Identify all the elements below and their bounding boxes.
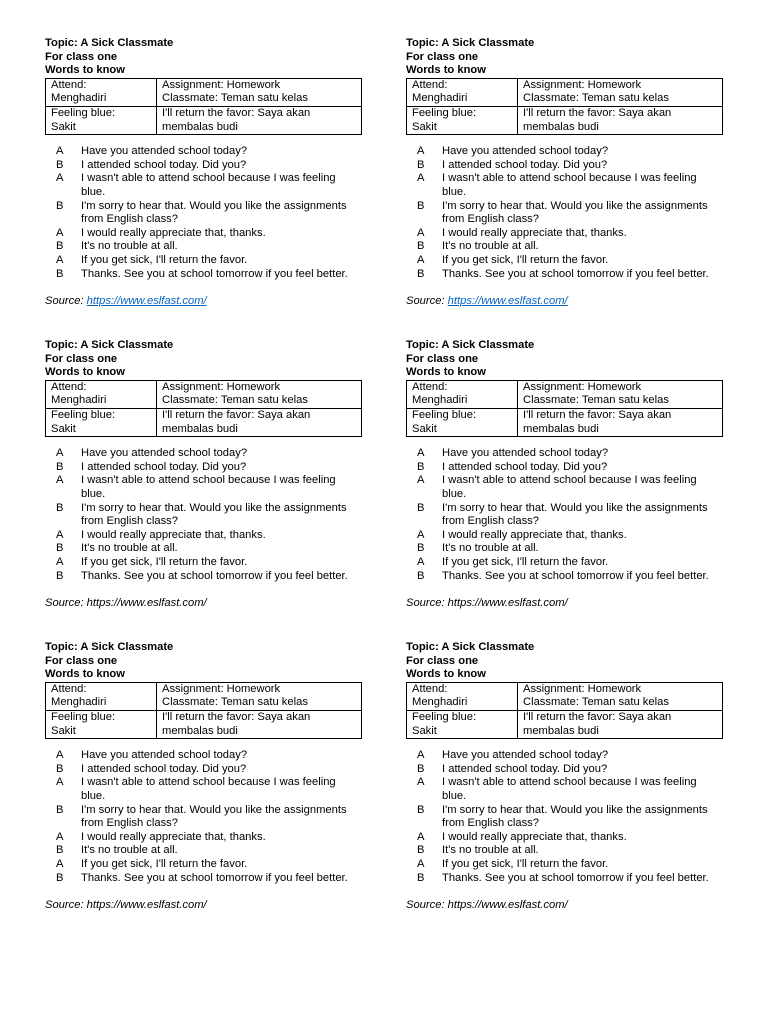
vocab-row — [407, 682, 723, 710]
vocab-term-cell — [46, 106, 157, 134]
dialogue-line — [45, 763, 363, 777]
dialogue-line — [406, 461, 724, 475]
dialogue-list — [45, 145, 363, 281]
dialogue-text: I attended school today. Did you? — [442, 762, 608, 775]
speaker-label: B — [417, 501, 425, 514]
class-heading: For class one — [45, 654, 118, 667]
dialogue-line — [45, 776, 363, 803]
dialogue-line — [406, 200, 724, 227]
dialogue-line — [406, 145, 724, 159]
speaker-label: A — [417, 555, 425, 568]
speaker-label: A — [56, 776, 64, 789]
dialogue-text: Thanks. See you at school tomorrow if you feel better. — [81, 569, 348, 582]
dialogue-text: If you get sick, I'll return the favor. — [442, 555, 609, 568]
vocab-term: Feeling blue: — [412, 710, 477, 723]
vocab-term-cell — [46, 682, 157, 710]
vocab-meaning: membalas budi — [523, 724, 599, 737]
vocab-meaning: Sakit — [412, 120, 437, 133]
handout-card-5 — [45, 641, 363, 913]
source-line — [45, 597, 363, 611]
words-heading: Words to know — [45, 64, 125, 77]
vocab-meaning: Menghadiri — [412, 92, 468, 105]
vocab-meaning: Classmate: Teman satu kelas — [523, 696, 669, 709]
handout-card-3 — [45, 339, 363, 611]
dialogue-text: It's no trouble at all. — [81, 844, 178, 857]
vocab-meaning: membalas budi — [523, 120, 599, 133]
dialogue-list — [45, 749, 363, 885]
speaker-label: A — [417, 145, 425, 158]
dialogue-line — [45, 254, 363, 268]
dialogue-line — [406, 240, 724, 254]
speaker-label: B — [56, 199, 64, 212]
source-link[interactable]: https://www.eslfast.com/ — [86, 295, 207, 308]
dialogue-line — [45, 268, 363, 282]
vocab-row — [407, 78, 723, 106]
vocab-meaning: Menghadiri — [412, 696, 468, 709]
vocab-row — [46, 682, 362, 710]
dialogue-text: Thanks. See you at school tomorrow if you feel better. — [442, 871, 709, 884]
dialogue-text: I would really appreciate that, thanks. — [442, 226, 627, 239]
dialogue-text: I wasn't able to attend school because I was feeling blue. — [442, 474, 697, 500]
dialogue-text: I would really appreciate that, thanks. — [442, 528, 627, 541]
dialogue-line — [45, 858, 363, 872]
dialogue-line — [45, 200, 363, 227]
dialogue-text: I'm sorry to hear that. Would you like the assignments from English class? — [81, 803, 347, 830]
vocab-term: Attend: — [412, 78, 448, 91]
dialogue-text: I attended school today. Did you? — [442, 158, 608, 171]
speaker-label: B — [56, 569, 64, 582]
speaker-label: A — [417, 172, 425, 185]
dialogue-line — [45, 831, 363, 845]
words-heading: Words to know — [406, 366, 486, 379]
dialogue-line — [45, 159, 363, 173]
dialogue-text: Have you attended school today? — [81, 749, 248, 762]
speaker-label: A — [417, 447, 425, 460]
vocab-term-cell — [518, 710, 723, 738]
dialogue-text: Thanks. See you at school tomorrow if you feel better. — [442, 267, 709, 280]
vocab-term: Feeling blue: — [412, 408, 477, 421]
speaker-label: B — [56, 501, 64, 514]
vocab-row — [407, 408, 723, 436]
dialogue-text: Have you attended school today? — [81, 447, 248, 460]
dialogue-text: Have you attended school today? — [442, 447, 609, 460]
vocab-term: Assignment: Homework — [162, 380, 281, 393]
dialogue-text: It's no trouble at all. — [81, 240, 178, 253]
handout-card-2 — [406, 37, 724, 309]
vocab-term: Attend: — [51, 380, 87, 393]
dialogue-text: I'm sorry to hear that. Would you like the assignments from English class? — [442, 501, 708, 528]
speaker-label: B — [56, 460, 64, 473]
dialogue-text: I wasn't able to attend school because I was feeling blue. — [81, 474, 336, 500]
dialogue-line — [45, 145, 363, 159]
vocab-row — [46, 106, 362, 134]
vocab-meaning: Sakit — [51, 120, 76, 133]
handout-card-6 — [406, 641, 724, 913]
vocab-term: Assignment: Homework — [162, 682, 281, 695]
speaker-label: B — [417, 460, 425, 473]
dialogue-line — [406, 502, 724, 529]
speaker-label: B — [56, 158, 64, 171]
vocab-meaning: Classmate: Teman satu kelas — [523, 92, 669, 105]
source-label: Source: — [406, 597, 448, 610]
speaker-label: A — [56, 447, 64, 460]
vocab-meaning: Menghadiri — [51, 394, 107, 407]
dialogue-line — [45, 227, 363, 241]
handout-card-4 — [406, 339, 724, 611]
dialogue-line — [406, 268, 724, 282]
speaker-label: B — [417, 844, 425, 857]
vocab-term-cell — [157, 682, 362, 710]
dialogue-line — [45, 804, 363, 831]
source-url: https://www.eslfast.com/ — [447, 899, 568, 912]
dialogue-text: If you get sick, I'll return the favor. — [442, 253, 609, 266]
speaker-label: B — [417, 542, 425, 555]
dialogue-text: I wasn't able to attend school because I was feeling blue. — [442, 172, 697, 198]
source-url: https://www.eslfast.com/ — [86, 597, 207, 610]
dialogue-text: I'm sorry to hear that. Would you like the assignments from English class? — [81, 501, 347, 528]
speaker-label: A — [56, 226, 64, 239]
dialogue-line — [406, 172, 724, 199]
vocab-term-cell — [407, 380, 518, 408]
dialogue-line — [406, 227, 724, 241]
vocab-term: Attend: — [412, 380, 448, 393]
vocabulary-table — [45, 78, 362, 135]
dialogue-line — [406, 474, 724, 501]
vocab-term: I'll return the favor: Saya akan — [523, 710, 672, 723]
vocab-meaning: Menghadiri — [51, 92, 107, 105]
dialogue-list — [406, 447, 724, 583]
vocab-term-cell — [518, 408, 723, 436]
dialogue-line — [406, 570, 724, 584]
speaker-label: B — [56, 542, 64, 555]
dialogue-line — [45, 447, 363, 461]
dialogue-line — [45, 556, 363, 570]
vocab-term: Assignment: Homework — [162, 78, 281, 91]
speaker-label: B — [417, 762, 425, 775]
source-line — [45, 295, 363, 309]
speaker-label: B — [417, 267, 425, 280]
speaker-label: A — [417, 474, 425, 487]
speaker-label: A — [417, 857, 425, 870]
dialogue-line — [406, 749, 724, 763]
dialogue-text: I attended school today. Did you? — [81, 158, 247, 171]
source-line — [406, 295, 724, 309]
dialogue-text: I'm sorry to hear that. Would you like the assignments from English class? — [81, 199, 347, 226]
dialogue-text: Thanks. See you at school tomorrow if you feel better. — [81, 267, 348, 280]
vocabulary-table — [406, 78, 723, 135]
source-label: Source: — [45, 597, 87, 610]
vocabulary-table — [406, 682, 723, 739]
speaker-label: A — [417, 749, 425, 762]
vocab-term: I'll return the favor: Saya akan — [523, 408, 672, 421]
vocab-meaning: Menghadiri — [412, 394, 468, 407]
class-heading: For class one — [406, 352, 479, 365]
speaker-label: A — [417, 830, 425, 843]
dialogue-list — [406, 145, 724, 281]
dialogue-line — [406, 254, 724, 268]
vocabulary-table — [45, 682, 362, 739]
vocab-term: Feeling blue: — [51, 408, 116, 421]
vocab-term: Attend: — [51, 682, 87, 695]
class-heading: For class one — [45, 50, 118, 63]
topic-heading: Topic: A Sick Classmate — [45, 339, 174, 351]
source-line — [406, 899, 724, 913]
dialogue-text: I attended school today. Did you? — [81, 762, 247, 775]
vocab-term: Assignment: Homework — [523, 380, 642, 393]
dialogue-line — [45, 872, 363, 886]
handout-card-1 — [45, 37, 363, 309]
vocab-term: Attend: — [412, 682, 448, 695]
dialogue-line — [406, 804, 724, 831]
dialogue-text: Thanks. See you at school tomorrow if you feel better. — [81, 871, 348, 884]
vocab-meaning: membalas budi — [523, 422, 599, 435]
vocab-term-cell — [518, 682, 723, 710]
vocab-term-cell — [46, 710, 157, 738]
dialogue-line — [406, 776, 724, 803]
speaker-label: A — [56, 145, 64, 158]
speaker-label: A — [56, 749, 64, 762]
vocab-meaning: Classmate: Teman satu kelas — [523, 394, 669, 407]
vocab-term: Feeling blue: — [51, 710, 116, 723]
topic-heading: Topic: A Sick Classmate — [406, 339, 535, 351]
dialogue-line — [45, 749, 363, 763]
dialogue-line — [45, 474, 363, 501]
dialogue-line — [45, 461, 363, 475]
speaker-label: A — [417, 776, 425, 789]
vocab-term-cell — [46, 78, 157, 106]
speaker-label: A — [417, 226, 425, 239]
vocab-meaning: Sakit — [412, 422, 437, 435]
dialogue-line — [406, 159, 724, 173]
vocab-term-cell — [518, 106, 723, 134]
vocab-row — [46, 408, 362, 436]
speaker-label: A — [417, 528, 425, 541]
speaker-label: B — [417, 158, 425, 171]
dialogue-line — [45, 529, 363, 543]
vocab-meaning: Sakit — [51, 724, 76, 737]
dialogue-line — [45, 844, 363, 858]
vocab-meaning: Menghadiri — [51, 696, 107, 709]
dialogue-line — [406, 542, 724, 556]
dialogue-text: If you get sick, I'll return the favor. — [81, 555, 248, 568]
vocab-term-cell — [157, 380, 362, 408]
speaker-label: A — [56, 555, 64, 568]
topic-heading: Topic: A Sick Classmate — [406, 37, 535, 49]
dialogue-text: Thanks. See you at school tomorrow if you feel better. — [442, 569, 709, 582]
vocab-term: Assignment: Homework — [523, 78, 642, 91]
vocab-term-cell — [407, 78, 518, 106]
vocab-term-cell — [518, 78, 723, 106]
vocab-meaning: membalas budi — [162, 724, 238, 737]
dialogue-line — [406, 556, 724, 570]
vocab-term-cell — [407, 682, 518, 710]
speaker-label: B — [56, 803, 64, 816]
speaker-label: B — [56, 844, 64, 857]
vocab-term: Attend: — [51, 78, 87, 91]
source-label: Source: — [406, 295, 448, 308]
vocab-row — [46, 78, 362, 106]
dialogue-text: I would really appreciate that, thanks. — [81, 830, 266, 843]
speaker-label: A — [56, 857, 64, 870]
dialogue-text: I'm sorry to hear that. Would you like the assignments from English class? — [442, 803, 708, 830]
speaker-label: B — [56, 762, 64, 775]
dialogue-list — [406, 749, 724, 885]
dialogue-line — [406, 831, 724, 845]
class-heading: For class one — [406, 654, 479, 667]
dialogue-line — [406, 872, 724, 886]
topic-heading: Topic: A Sick Classmate — [406, 641, 535, 653]
words-heading: Words to know — [406, 668, 486, 681]
speaker-label: B — [417, 871, 425, 884]
words-heading: Words to know — [45, 366, 125, 379]
dialogue-line — [45, 240, 363, 254]
class-heading: For class one — [45, 352, 118, 365]
dialogue-text: I would really appreciate that, thanks. — [442, 830, 627, 843]
dialogue-line — [45, 570, 363, 584]
speaker-label: A — [56, 830, 64, 843]
source-line — [406, 597, 724, 611]
vocab-row — [46, 710, 362, 738]
class-heading: For class one — [406, 50, 479, 63]
vocab-meaning: membalas budi — [162, 120, 238, 133]
vocab-term: I'll return the favor: Saya akan — [523, 106, 672, 119]
dialogue-text: It's no trouble at all. — [81, 542, 178, 555]
vocab-meaning: Classmate: Teman satu kelas — [162, 696, 308, 709]
vocab-term-cell — [157, 78, 362, 106]
vocab-term-cell — [407, 408, 518, 436]
dialogue-text: I attended school today. Did you? — [81, 460, 247, 473]
words-heading: Words to know — [45, 668, 125, 681]
speaker-label: A — [56, 172, 64, 185]
speaker-label: A — [56, 474, 64, 487]
vocab-meaning: membalas budi — [162, 422, 238, 435]
vocab-term: Feeling blue: — [412, 106, 477, 119]
dialogue-text: If you get sick, I'll return the favor. — [442, 857, 609, 870]
dialogue-text: I wasn't able to attend school because I was feeling blue. — [81, 776, 336, 802]
dialogue-text: I'm sorry to hear that. Would you like the assignments from English class? — [442, 199, 708, 226]
topic-heading: Topic: A Sick Classmate — [45, 37, 174, 49]
dialogue-line — [406, 447, 724, 461]
vocab-term: Feeling blue: — [51, 106, 116, 119]
speaker-label: A — [56, 528, 64, 541]
vocab-term-cell — [157, 106, 362, 134]
speaker-label: A — [56, 253, 64, 266]
dialogue-line — [45, 542, 363, 556]
vocab-row — [407, 710, 723, 738]
dialogue-line — [406, 858, 724, 872]
dialogue-text: If you get sick, I'll return the favor. — [81, 253, 248, 266]
source-line — [45, 899, 363, 913]
vocab-term-cell — [157, 408, 362, 436]
dialogue-line — [45, 172, 363, 199]
dialogue-line — [45, 502, 363, 529]
speaker-label: B — [56, 267, 64, 280]
vocab-term: I'll return the favor: Saya akan — [162, 710, 311, 723]
dialogue-text: Have you attended school today? — [442, 145, 609, 158]
dialogue-line — [406, 529, 724, 543]
vocab-meaning: Classmate: Teman satu kelas — [162, 92, 308, 105]
dialogue-text: I would really appreciate that, thanks. — [81, 226, 266, 239]
source-link[interactable]: https://www.eslfast.com/ — [447, 295, 568, 308]
vocab-row — [407, 106, 723, 134]
dialogue-text: I wasn't able to attend school because I was feeling blue. — [442, 776, 697, 802]
vocab-term-cell — [518, 380, 723, 408]
vocab-term: I'll return the favor: Saya akan — [162, 106, 311, 119]
dialogue-text: Have you attended school today? — [81, 145, 248, 158]
source-label: Source: — [45, 899, 87, 912]
speaker-label: A — [417, 253, 425, 266]
vocab-row — [46, 380, 362, 408]
vocab-meaning: Classmate: Teman satu kelas — [162, 394, 308, 407]
vocab-meaning: Sakit — [412, 724, 437, 737]
vocab-term-cell — [407, 106, 518, 134]
speaker-label: B — [417, 803, 425, 816]
speaker-label: B — [417, 569, 425, 582]
source-label: Source: — [406, 899, 448, 912]
source-url: https://www.eslfast.com/ — [86, 899, 207, 912]
vocab-term-cell — [157, 710, 362, 738]
dialogue-list — [45, 447, 363, 583]
dialogue-line — [406, 763, 724, 777]
source-label: Source: — [45, 295, 87, 308]
vocab-term-cell — [46, 408, 157, 436]
vocab-term-cell — [46, 380, 157, 408]
dialogue-text: It's no trouble at all. — [442, 240, 539, 253]
dialogue-text: It's no trouble at all. — [442, 542, 539, 555]
vocab-term-cell — [407, 710, 518, 738]
speaker-label: B — [417, 240, 425, 253]
dialogue-line — [406, 844, 724, 858]
speaker-label: B — [56, 240, 64, 253]
vocab-term: I'll return the favor: Saya akan — [162, 408, 311, 421]
words-heading: Words to know — [406, 64, 486, 77]
speaker-label: B — [56, 871, 64, 884]
vocab-meaning: Sakit — [51, 422, 76, 435]
dialogue-text: I would really appreciate that, thanks. — [81, 528, 266, 541]
dialogue-text: If you get sick, I'll return the favor. — [81, 857, 248, 870]
vocab-row — [407, 380, 723, 408]
speaker-label: B — [417, 199, 425, 212]
dialogue-text: It's no trouble at all. — [442, 844, 539, 857]
topic-heading: Topic: A Sick Classmate — [45, 641, 174, 653]
source-url: https://www.eslfast.com/ — [447, 597, 568, 610]
vocabulary-table — [45, 380, 362, 437]
dialogue-text: Have you attended school today? — [442, 749, 609, 762]
vocab-term: Assignment: Homework — [523, 682, 642, 695]
dialogue-text: I wasn't able to attend school because I was feeling blue. — [81, 172, 336, 198]
vocabulary-table — [406, 380, 723, 437]
dialogue-text: I attended school today. Did you? — [442, 460, 608, 473]
